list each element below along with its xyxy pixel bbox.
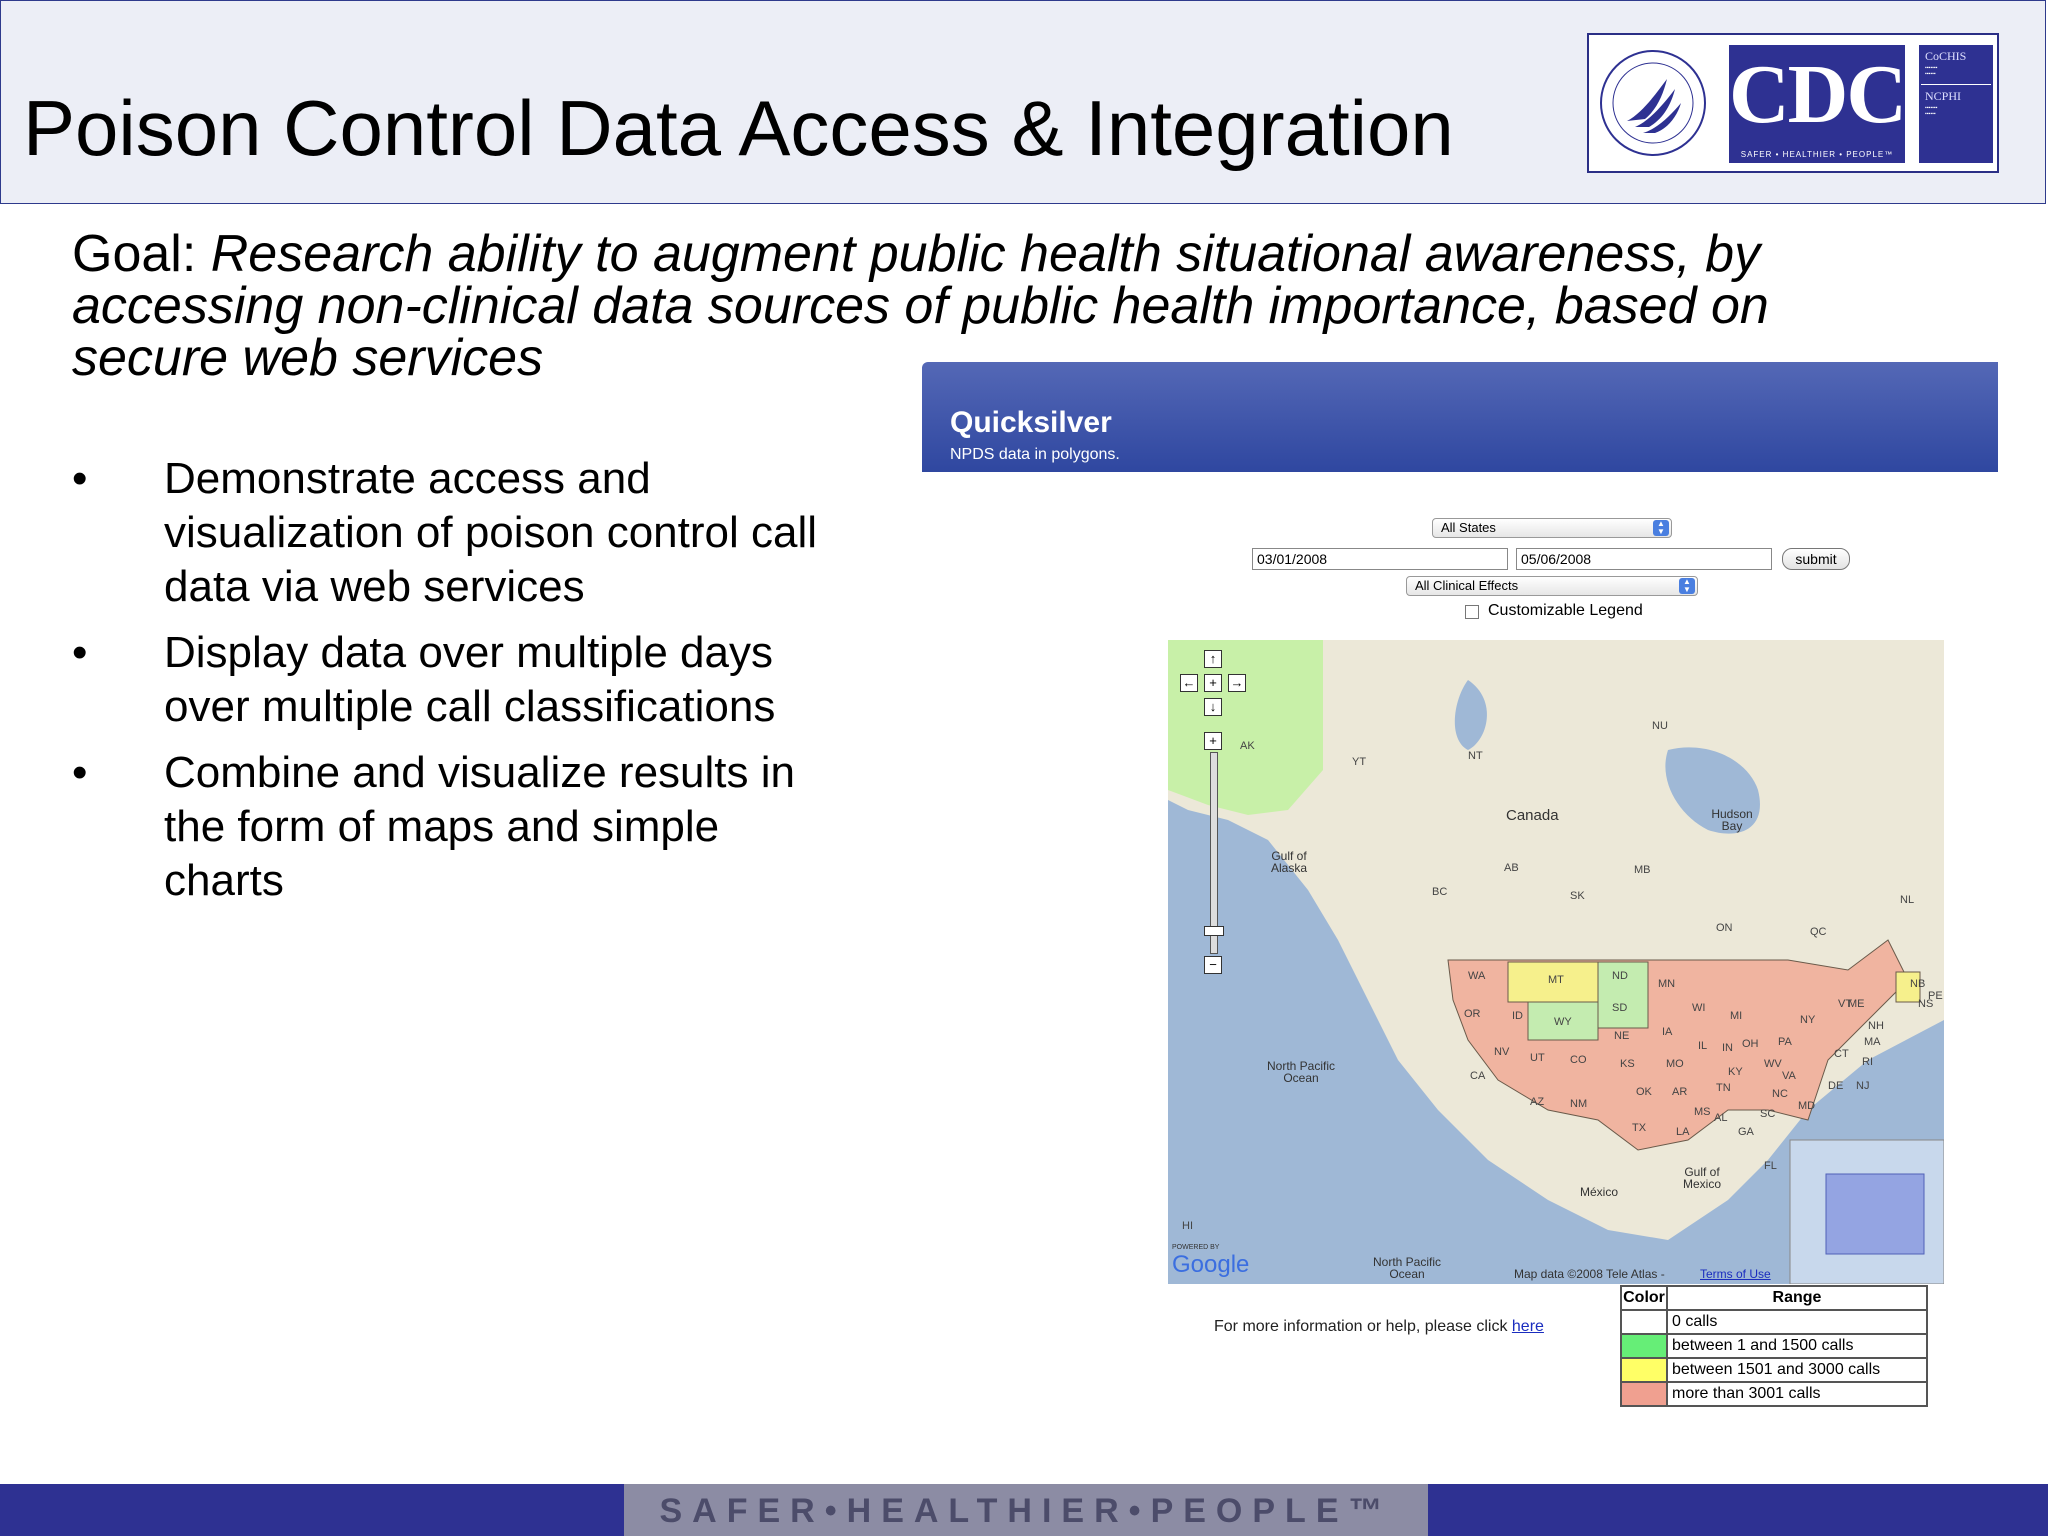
help-link[interactable]: here — [1511, 1318, 1544, 1335]
zoom-in-icon[interactable]: + — [1204, 732, 1222, 750]
state-label: CA — [1470, 1070, 1486, 1082]
state-select[interactable]: All States ▲ ▼ — [1432, 518, 1672, 538]
map-canvas — [1168, 640, 1944, 1284]
map-attribution: Map data ©2008 Tele Atlas - — [1514, 1267, 1665, 1281]
select-arrows-icon: ▲ ▼ — [1653, 520, 1669, 536]
legend-range: 0 calls — [1667, 1310, 1927, 1334]
slide-title: Poison Control Data Access & Integration — [23, 84, 1454, 172]
select-arrows-icon: ▲ ▼ — [1679, 578, 1695, 594]
region-label: NB — [1910, 978, 1926, 990]
legend-range: between 1 and 1500 calls — [1667, 1334, 1927, 1358]
state-label: LA — [1676, 1126, 1690, 1138]
zoom-slider-handle[interactable] — [1204, 926, 1224, 936]
state-label: PA — [1778, 1036, 1792, 1048]
map-label-gulf-alaska: Gulf of Alaska — [1270, 849, 1308, 875]
legend-swatch — [1621, 1334, 1667, 1358]
state-label: MS — [1694, 1106, 1711, 1118]
state-label: NY — [1800, 1014, 1816, 1026]
cdc-wordmark: CDC SAFER • HEALTHIER • PEOPLE™ — [1729, 45, 1905, 163]
quicksilver-banner — [922, 362, 1998, 472]
pan-left-icon[interactable]: ← — [1180, 674, 1198, 692]
state-label: TN — [1716, 1082, 1731, 1094]
state-label: IL — [1698, 1040, 1708, 1052]
state-label: MD — [1798, 1100, 1816, 1112]
state-label: FL — [1764, 1160, 1777, 1172]
bullet-item: • Demonstrate access and visualization of poison control call data via web services — [72, 454, 818, 611]
state-label: VA — [1782, 1070, 1796, 1082]
legend-range: between 1501 and 3000 calls — [1667, 1358, 1927, 1382]
footer-band — [624, 1484, 1428, 1536]
region-label: HI — [1182, 1220, 1193, 1232]
state-label: MO — [1666, 1058, 1684, 1070]
state-label: NE — [1614, 1030, 1630, 1042]
region-label: NL — [1900, 894, 1915, 906]
google-logo: Google — [1172, 1251, 1250, 1278]
region-label: YT — [1352, 756, 1367, 768]
state-label: MN — [1658, 978, 1676, 990]
end-date-field[interactable]: 05/06/2008 — [1516, 548, 1772, 570]
region-label: AB — [1504, 862, 1519, 874]
state-label: NM — [1570, 1098, 1588, 1110]
bullet-item: • Display data over multiple days over multiple call classifications — [72, 628, 776, 731]
state-label: ME — [1848, 998, 1865, 1010]
state-label: OR — [1464, 1008, 1481, 1020]
map-label-gulf-mexico: Gulf of Mexico — [1682, 1165, 1721, 1191]
region-label: AK — [1240, 740, 1255, 752]
map-view[interactable] — [1168, 640, 1944, 1284]
clinical-effects-select[interactable]: All Clinical Effects ▲ ▼ — [1406, 576, 1698, 596]
region-label: SK — [1570, 890, 1585, 902]
color-legend — [1620, 1285, 1928, 1407]
state-label: CT — [1834, 1048, 1849, 1060]
pan-right-icon[interactable]: → — [1228, 674, 1246, 692]
pan-up-icon[interactable]: ↑ — [1204, 650, 1222, 668]
powered-by-label: POWERED BY — [1172, 1244, 1220, 1251]
goal-text: Research ability to augment public health situational awareness, by accessing non-clinical data sources of public health importance, based on secure web services — [72, 225, 1769, 387]
terms-of-use-link[interactable]: Terms of Use — [1700, 1267, 1771, 1281]
state-label: SD — [1612, 1002, 1628, 1014]
state-label: IA — [1662, 1026, 1673, 1038]
zoom-out-icon[interactable]: − — [1204, 956, 1222, 974]
state-label: MT — [1548, 974, 1564, 986]
state-label: NJ — [1856, 1080, 1870, 1092]
state-label: NV — [1494, 1046, 1510, 1058]
state-label: NC — [1772, 1088, 1788, 1100]
state-label: NH — [1868, 1020, 1884, 1032]
map-label-north-pacific-south: North Pacific Ocean — [1372, 1255, 1442, 1281]
zoom-slider[interactable] — [1210, 752, 1218, 954]
state-label: SC — [1760, 1108, 1776, 1120]
region-label: MB — [1634, 864, 1651, 876]
map-label-north-pacific: North Pacific Ocean — [1266, 1059, 1336, 1085]
legend-header-color: Color — [1621, 1286, 1667, 1310]
pan-down-icon[interactable]: ↓ — [1204, 698, 1222, 716]
goal-prefix: Goal: — [72, 225, 211, 283]
state-label: WI — [1692, 1002, 1706, 1014]
region-label: ON — [1716, 922, 1733, 934]
bullet-item: • Combine and visualize results in the form of maps and simple charts — [72, 748, 795, 905]
state-label: OH — [1742, 1038, 1759, 1050]
app-subtitle: NPDS data in polygons. — [950, 446, 1120, 463]
legend-header-range: Range — [1667, 1286, 1927, 1310]
state-label: ND — [1612, 970, 1628, 982]
map-label-mexico: México — [1580, 1185, 1619, 1199]
legend-swatch — [1621, 1358, 1667, 1382]
region-label: BC — [1432, 886, 1448, 898]
region-label: NU — [1652, 720, 1668, 732]
region-label: NS — [1918, 998, 1934, 1010]
state-label: WA — [1468, 970, 1486, 982]
help-line: For more information or help, please click here — [1214, 1318, 1544, 1335]
state-label: WY — [1554, 1016, 1572, 1028]
legend-swatch — [1621, 1382, 1667, 1406]
pan-center-icon[interactable]: + — [1204, 674, 1222, 692]
region-label: NT — [1468, 750, 1483, 762]
region-label: PE — [1928, 990, 1943, 1002]
state-label: RI — [1862, 1056, 1873, 1068]
cocheis-label: CoCHIS — [1925, 49, 1967, 63]
state-label: DE — [1828, 1080, 1844, 1092]
region-label: QC — [1810, 926, 1827, 938]
state-label: KS — [1620, 1058, 1635, 1070]
submit-button[interactable]: submit — [1782, 548, 1850, 570]
state-label: MI — [1730, 1010, 1743, 1022]
app-name: Quicksilver — [950, 406, 1112, 439]
ncphi-label: NCPHI — [1925, 89, 1962, 103]
state-label: OK — [1636, 1086, 1652, 1098]
state-label: CO — [1570, 1054, 1587, 1066]
state-label: VT — [1838, 998, 1853, 1010]
state-label: UT — [1530, 1052, 1545, 1064]
state-label: ID — [1512, 1010, 1523, 1022]
state-label: TX — [1632, 1122, 1647, 1134]
state-label: AZ — [1530, 1096, 1545, 1108]
map-label-canada: Canada — [1506, 807, 1559, 824]
bullet-list — [72, 452, 832, 920]
hhs-cdc-logo — [1587, 33, 1999, 173]
customizable-legend-checkbox[interactable] — [1465, 605, 1479, 619]
state-label: AR — [1672, 1086, 1688, 1098]
map-label-hudson-bay: Hudson Bay — [1711, 807, 1753, 833]
slide-footer — [0, 1484, 2048, 1536]
legend-range: more than 3001 calls — [1667, 1382, 1927, 1406]
hhs-seal-icon — [1597, 43, 1709, 163]
start-date-field[interactable]: 03/01/2008 — [1252, 548, 1508, 570]
goal-statement — [72, 225, 1862, 387]
state-label: GA — [1738, 1126, 1754, 1138]
customizable-legend-label: Customizable Legend — [1488, 602, 1643, 619]
slide-header — [0, 0, 2046, 204]
footer-slogan: SAFER•HEALTHIER•PEOPLE™ — [659, 1492, 1393, 1530]
legend-swatch — [1621, 1310, 1667, 1334]
state-label: WV — [1764, 1058, 1782, 1070]
state-label: KY — [1728, 1066, 1743, 1078]
cocheis-ncphi-panel: CoCHIS ▪▪▪▪▪▪▪ ▪▪▪▪▪▪ NCPHI ▪▪▪▪▪▪▪ ▪▪▪▪▪▪ — [1919, 45, 1993, 163]
state-label: IN — [1722, 1042, 1733, 1054]
state-label: MA — [1864, 1036, 1881, 1048]
state-label: AL — [1714, 1112, 1728, 1124]
